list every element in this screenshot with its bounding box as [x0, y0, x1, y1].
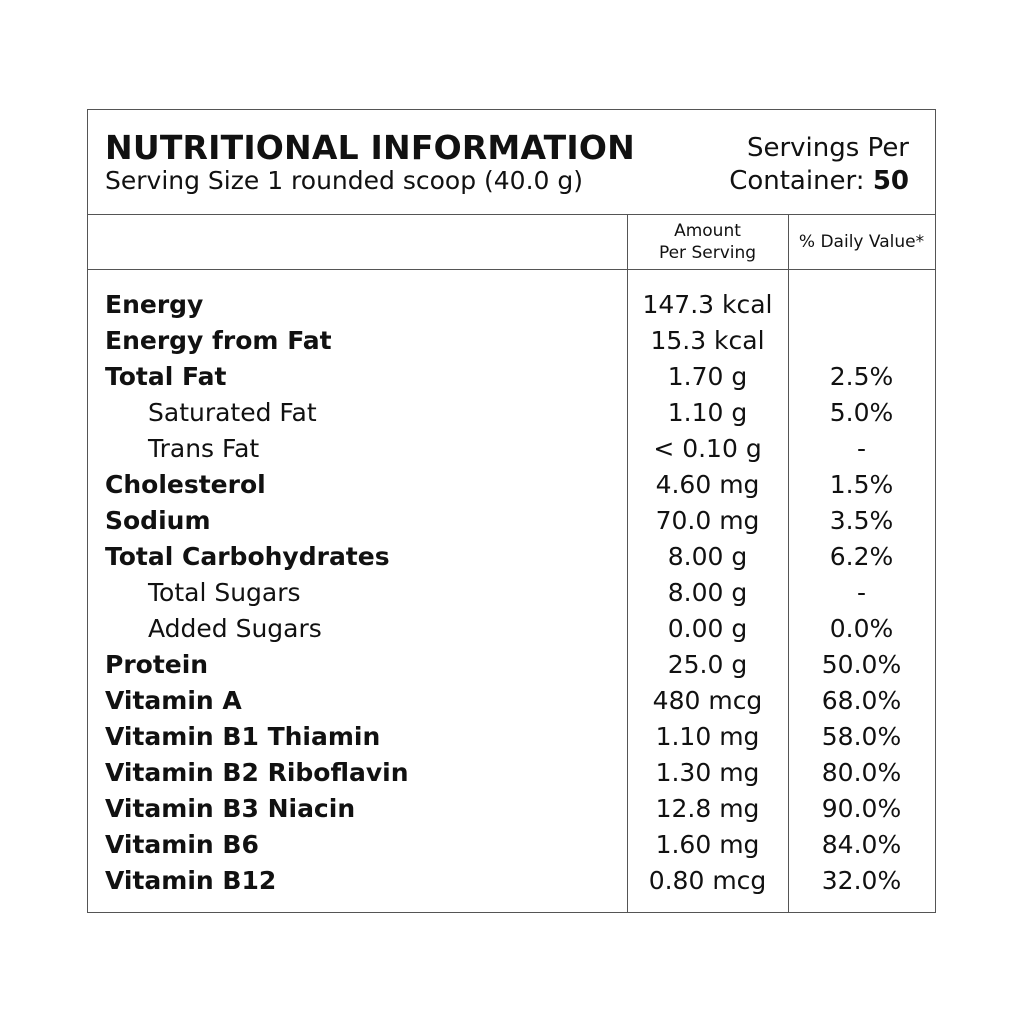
- nutrient-name: Energy from Fat: [105, 326, 332, 355]
- column-header-amount-line2: Per Serving: [658, 243, 757, 263]
- nutrient-daily-value: 68.0%: [821, 686, 902, 715]
- nutrient-amount: 480 mcg: [652, 686, 763, 715]
- nutrient-daily-value: 50.0%: [821, 650, 902, 679]
- table-row: [88, 647, 935, 683]
- nutrient-name: Protein: [105, 650, 209, 679]
- table-row: [88, 287, 935, 323]
- nutrient-amount: 8.00 g: [667, 578, 748, 607]
- servings-per-label-line2: Container:: [729, 166, 865, 196]
- nutrient-amount: < 0.10 g: [653, 434, 762, 463]
- nutrient-amount: 1.10 g: [667, 398, 748, 427]
- nutrient-amount: 1.10 mg: [655, 722, 760, 751]
- nutrient-amount: 1.70 g: [667, 362, 748, 391]
- nutrient-name: Cholesterol: [105, 470, 266, 499]
- nutrient-name: Trans Fat: [148, 434, 260, 463]
- table-row: [88, 611, 935, 647]
- servings-per-label-line1: Servings Per: [746, 133, 909, 163]
- nutrient-daily-value: 90.0%: [821, 794, 902, 823]
- table-row: [88, 719, 935, 755]
- nutrient-name: Vitamin B6: [105, 830, 259, 859]
- nutrient-name: Vitamin A: [105, 686, 242, 715]
- servings-per-label-line2-wrap: [729, 165, 909, 198]
- nutrient-name: Total Carbohydrates: [105, 542, 390, 571]
- nutrient-name: Sodium: [105, 506, 211, 535]
- nutrient-daily-value: 3.5%: [829, 506, 894, 535]
- column-header-amount-line1: Amount: [674, 221, 741, 241]
- nutrient-daily-value: 84.0%: [821, 830, 902, 859]
- nutrient-amount: 1.60 mg: [655, 830, 760, 859]
- nutrient-name: Vitamin B3 Niacin: [105, 794, 356, 823]
- nutrient-daily-value: -: [856, 578, 867, 607]
- label-title: NUTRITIONAL INFORMATION: [105, 128, 635, 167]
- nutrient-name: Added Sugars: [148, 614, 322, 643]
- table-row: [88, 575, 935, 611]
- nutrient-amount: 12.8 mg: [655, 794, 760, 823]
- servings-per-value: 50: [872, 166, 909, 196]
- nutrient-amount: 8.00 g: [667, 542, 748, 571]
- nutrient-name: Vitamin B1 Thiamin: [105, 722, 381, 751]
- nutrient-amount: 1.30 mg: [655, 758, 760, 787]
- nutrient-name: Energy: [105, 290, 204, 319]
- nutrient-daily-value: 80.0%: [821, 758, 902, 787]
- table-row: [88, 827, 935, 863]
- nutrient-name: Saturated Fat: [148, 398, 317, 427]
- nutrient-name: Vitamin B12: [105, 866, 277, 895]
- nutrition-facts-label: [87, 109, 936, 913]
- nutrient-daily-value: 58.0%: [821, 722, 902, 751]
- nutrient-name: Total Sugars: [148, 578, 301, 607]
- nutrient-daily-value: 2.5%: [829, 362, 894, 391]
- nutrient-daily-value: 0.0%: [829, 614, 894, 643]
- nutrient-amount: 70.0 mg: [655, 506, 760, 535]
- nutrient-name: Total Fat: [105, 362, 227, 391]
- servings-per-container: [729, 132, 909, 198]
- table-row: [88, 395, 935, 431]
- nutrient-amount: 15.3 kcal: [650, 326, 765, 355]
- nutrient-daily-value: 6.2%: [829, 542, 894, 571]
- table-row: [88, 755, 935, 791]
- label-header: [88, 110, 935, 215]
- table-row: [88, 323, 935, 359]
- nutrient-daily-value: -: [856, 434, 867, 463]
- table-row: [88, 791, 935, 827]
- nutrient-rows: [88, 287, 935, 899]
- table-row: [88, 683, 935, 719]
- nutrient-daily-value: 1.5%: [829, 470, 894, 499]
- table-row: [88, 539, 935, 575]
- nutrient-daily-value: 32.0%: [821, 866, 902, 895]
- nutrient-amount: 25.0 g: [667, 650, 748, 679]
- column-header-daily-value: % Daily Value*: [798, 232, 925, 252]
- nutrient-daily-value: 5.0%: [829, 398, 894, 427]
- serving-size: Serving Size 1 rounded scoop (40.0 g): [105, 166, 583, 195]
- table-row: [88, 431, 935, 467]
- table-row: [88, 503, 935, 539]
- table-row: [88, 863, 935, 899]
- column-header-row: [88, 214, 935, 270]
- table-row: [88, 359, 935, 395]
- nutrient-amount: 147.3 kcal: [642, 290, 773, 319]
- nutrient-amount: 0.00 g: [667, 614, 748, 643]
- nutrient-amount: 4.60 mg: [655, 470, 760, 499]
- column-header-amount: [627, 220, 788, 264]
- table-row: [88, 467, 935, 503]
- nutrient-name: Vitamin B2 Riboflavin: [105, 758, 409, 787]
- nutrient-amount: 0.80 mcg: [648, 866, 767, 895]
